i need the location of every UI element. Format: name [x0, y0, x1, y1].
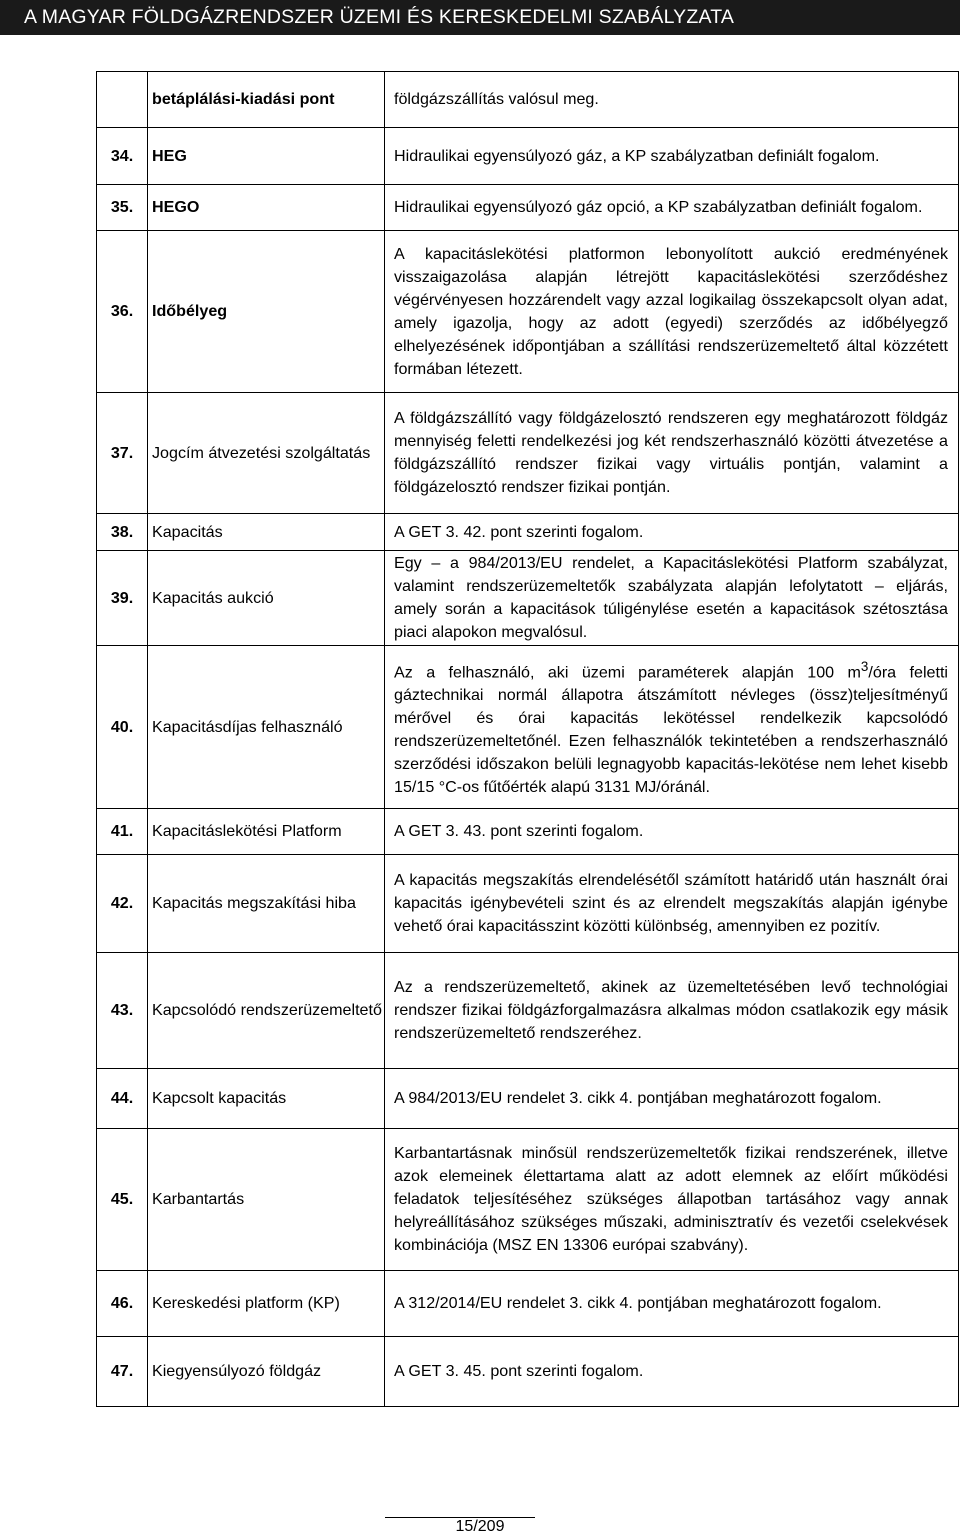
definition-cell: A 312/2014/EU rendelet 3. cikk 4. pontjában meghatározott fogalom.: [385, 1271, 959, 1337]
definition-text: /óra feletti gáztechnikai normál állapotra átszámított névleges (össz)teljesítményű mérővel és órai kapacitás lekötéssel rendelkezik kapcsolódó rendszerüzemeltetőnél. Ezen felhasználók tekintetében a rendszerhasználó szerződési időszakon belüli legnagyobb kapacitás-lekötése nem lehet kisebb 15/15 °C-os fűtőérték alapú 3131 MJ/óránál.: [394, 663, 948, 797]
term-cell: Kereskedési platform (KP): [148, 1271, 385, 1337]
definition-cell: A GET 3. 45. pont szerinti fogalom.: [385, 1337, 959, 1407]
page-number: 15/209: [455, 1518, 505, 1535]
term-cell: Kapacitás megszakítási hiba: [148, 855, 385, 953]
definition-cell: [385, 646, 959, 809]
definition-cell: Hidraulikai egyensúlyozó gáz, a KP szabályzatban definiált fogalom.: [385, 128, 959, 185]
table-row: [97, 953, 959, 1069]
superscript: 3: [860, 658, 869, 674]
definition-cell: A GET 3. 43. pont szerinti fogalom.: [385, 809, 959, 855]
term-cell: Kapacitás aukció: [148, 551, 385, 646]
row-number: 35.: [97, 185, 148, 231]
term-cell: betáplálási-kiadási pont: [148, 72, 385, 128]
row-number: 34.: [97, 128, 148, 185]
row-number: 38.: [97, 514, 148, 551]
term-cell: Karbantartás: [148, 1129, 385, 1271]
table-row: [97, 1129, 959, 1271]
table-row: [97, 855, 959, 953]
definition-cell: Az a rendszerüzemeltető, akinek az üzemeltetésében levő technológiai rendszer fizikai földgázforgalmazásra alkalmas módon csatlakozik egy másik rendszerüzemeltető rendszeréhez.: [385, 953, 959, 1069]
row-number: 46.: [97, 1271, 148, 1337]
definition-cell: A földgázszállító vagy földgázelosztó rendszeren egy meghatározott földgáz mennyiség feletti rendelkezési jog két rendszerhasználó közötti átvezetése a földgázszállító rendszer fizikai vagy virtuális pontján, valamint a földgázelosztó rendszer fizikai pontján.: [385, 393, 959, 514]
table-row: [97, 393, 959, 514]
term-cell: HEG: [148, 128, 385, 185]
table-row: [97, 809, 959, 855]
table-row: [97, 1069, 959, 1129]
row-number: 42.: [97, 855, 148, 953]
table-row: [97, 1271, 959, 1337]
definition-text: Az a felhasználó, aki üzemi paraméterek alapján 100 m: [394, 663, 861, 682]
term-cell: Kapacitásdíjas felhasználó: [148, 646, 385, 809]
row-number: 47.: [97, 1337, 148, 1407]
term-cell: HEGO: [148, 185, 385, 231]
definitions-table: [96, 71, 959, 1407]
definition-cell: A kapacitás megszakítás elrendelésétől számított határidő után használt órai kapacitás igénybevételi szint és az elrendelt megszakítás alapján igénybe vehető órai kapacitásszint közötti különbség, amennyiben ez pozitív.: [385, 855, 959, 953]
table-row: [97, 72, 959, 128]
row-number: 41.: [97, 809, 148, 855]
row-number: 39.: [97, 551, 148, 646]
definition-cell: Hidraulikai egyensúlyozó gáz opció, a KP szabályzatban definiált fogalom.: [385, 185, 959, 231]
definition-cell: A 984/2013/EU rendelet 3. cikk 4. pontjában meghatározott fogalom.: [385, 1069, 959, 1129]
term-cell: Jogcím átvezetési szolgáltatás: [148, 393, 385, 514]
definition-cell: Karbantartásnak minősül rendszerüzemeltetők fizikai rendszerének, illetve azok elemeinek élettartama alatt az adott elemnek az előírt működési feladatok teljesítéséhez szükséges állapotban tartásához vagy annak helyreállításához szükséges műszaki, adminisztratív és vezetői cselekvések kombinációja (MSZ EN 13306 európai szabvány).: [385, 1129, 959, 1271]
document-header: [0, 0, 960, 35]
row-number: 44.: [97, 1069, 148, 1129]
table-row: [97, 1337, 959, 1407]
row-number: 36.: [97, 231, 148, 393]
row-number: 45.: [97, 1129, 148, 1271]
table-row: [97, 185, 959, 231]
definition-cell: földgázszállítás valósul meg.: [385, 72, 959, 128]
table-row: [97, 646, 959, 809]
definition-cell: A kapacitáslekötési platformon lebonyolított aukció eredményének visszaigazolása alapján létrejött kapacitáslekötési szerződéshez végérvényesen hozzárendelt vagy azzal logikailag összekapcsolt olyan adat, amely igazolja, hogy az adott (egyedi) szerződés az időbélyegző elhelyezésének időpontjában a szállítási rendszerüzemeltető által közzétett formában létezett.: [385, 231, 959, 393]
document-title: A MAGYAR FÖLDGÁZRENDSZER ÜZEMI ÉS KERESKEDELMI SZABÁLYZATA: [24, 6, 735, 28]
term-cell: Kapcsolt kapacitás: [148, 1069, 385, 1129]
term-cell: Kapcsolódó rendszerüzemeltető: [148, 953, 385, 1069]
table-row: [97, 514, 959, 551]
term-cell: Időbélyeg: [148, 231, 385, 393]
row-number: 40.: [97, 646, 148, 809]
table-row: [97, 551, 959, 646]
term-cell: Kiegyensúlyozó földgáz: [148, 1337, 385, 1407]
row-number: 37.: [97, 393, 148, 514]
term-cell: Kapacitás: [148, 514, 385, 551]
row-number: 43.: [97, 953, 148, 1069]
table-row: [97, 128, 959, 185]
row-number: [97, 72, 148, 128]
definition-cell: A GET 3. 42. pont szerinti fogalom.: [385, 514, 959, 551]
term-cell: Kapacitáslekötési Platform: [148, 809, 385, 855]
table-row: [97, 231, 959, 393]
definition-cell: Egy – a 984/2013/EU rendelet, a Kapacitáslekötési Platform szabályzat, valamint rendszerüzemeltetők szabályzata alapján lefolytatott – eljárás, amely során a kapacitások túligénylése esetén a kapacitások szétosztása piaci alapokon megvalósul.: [385, 551, 959, 646]
